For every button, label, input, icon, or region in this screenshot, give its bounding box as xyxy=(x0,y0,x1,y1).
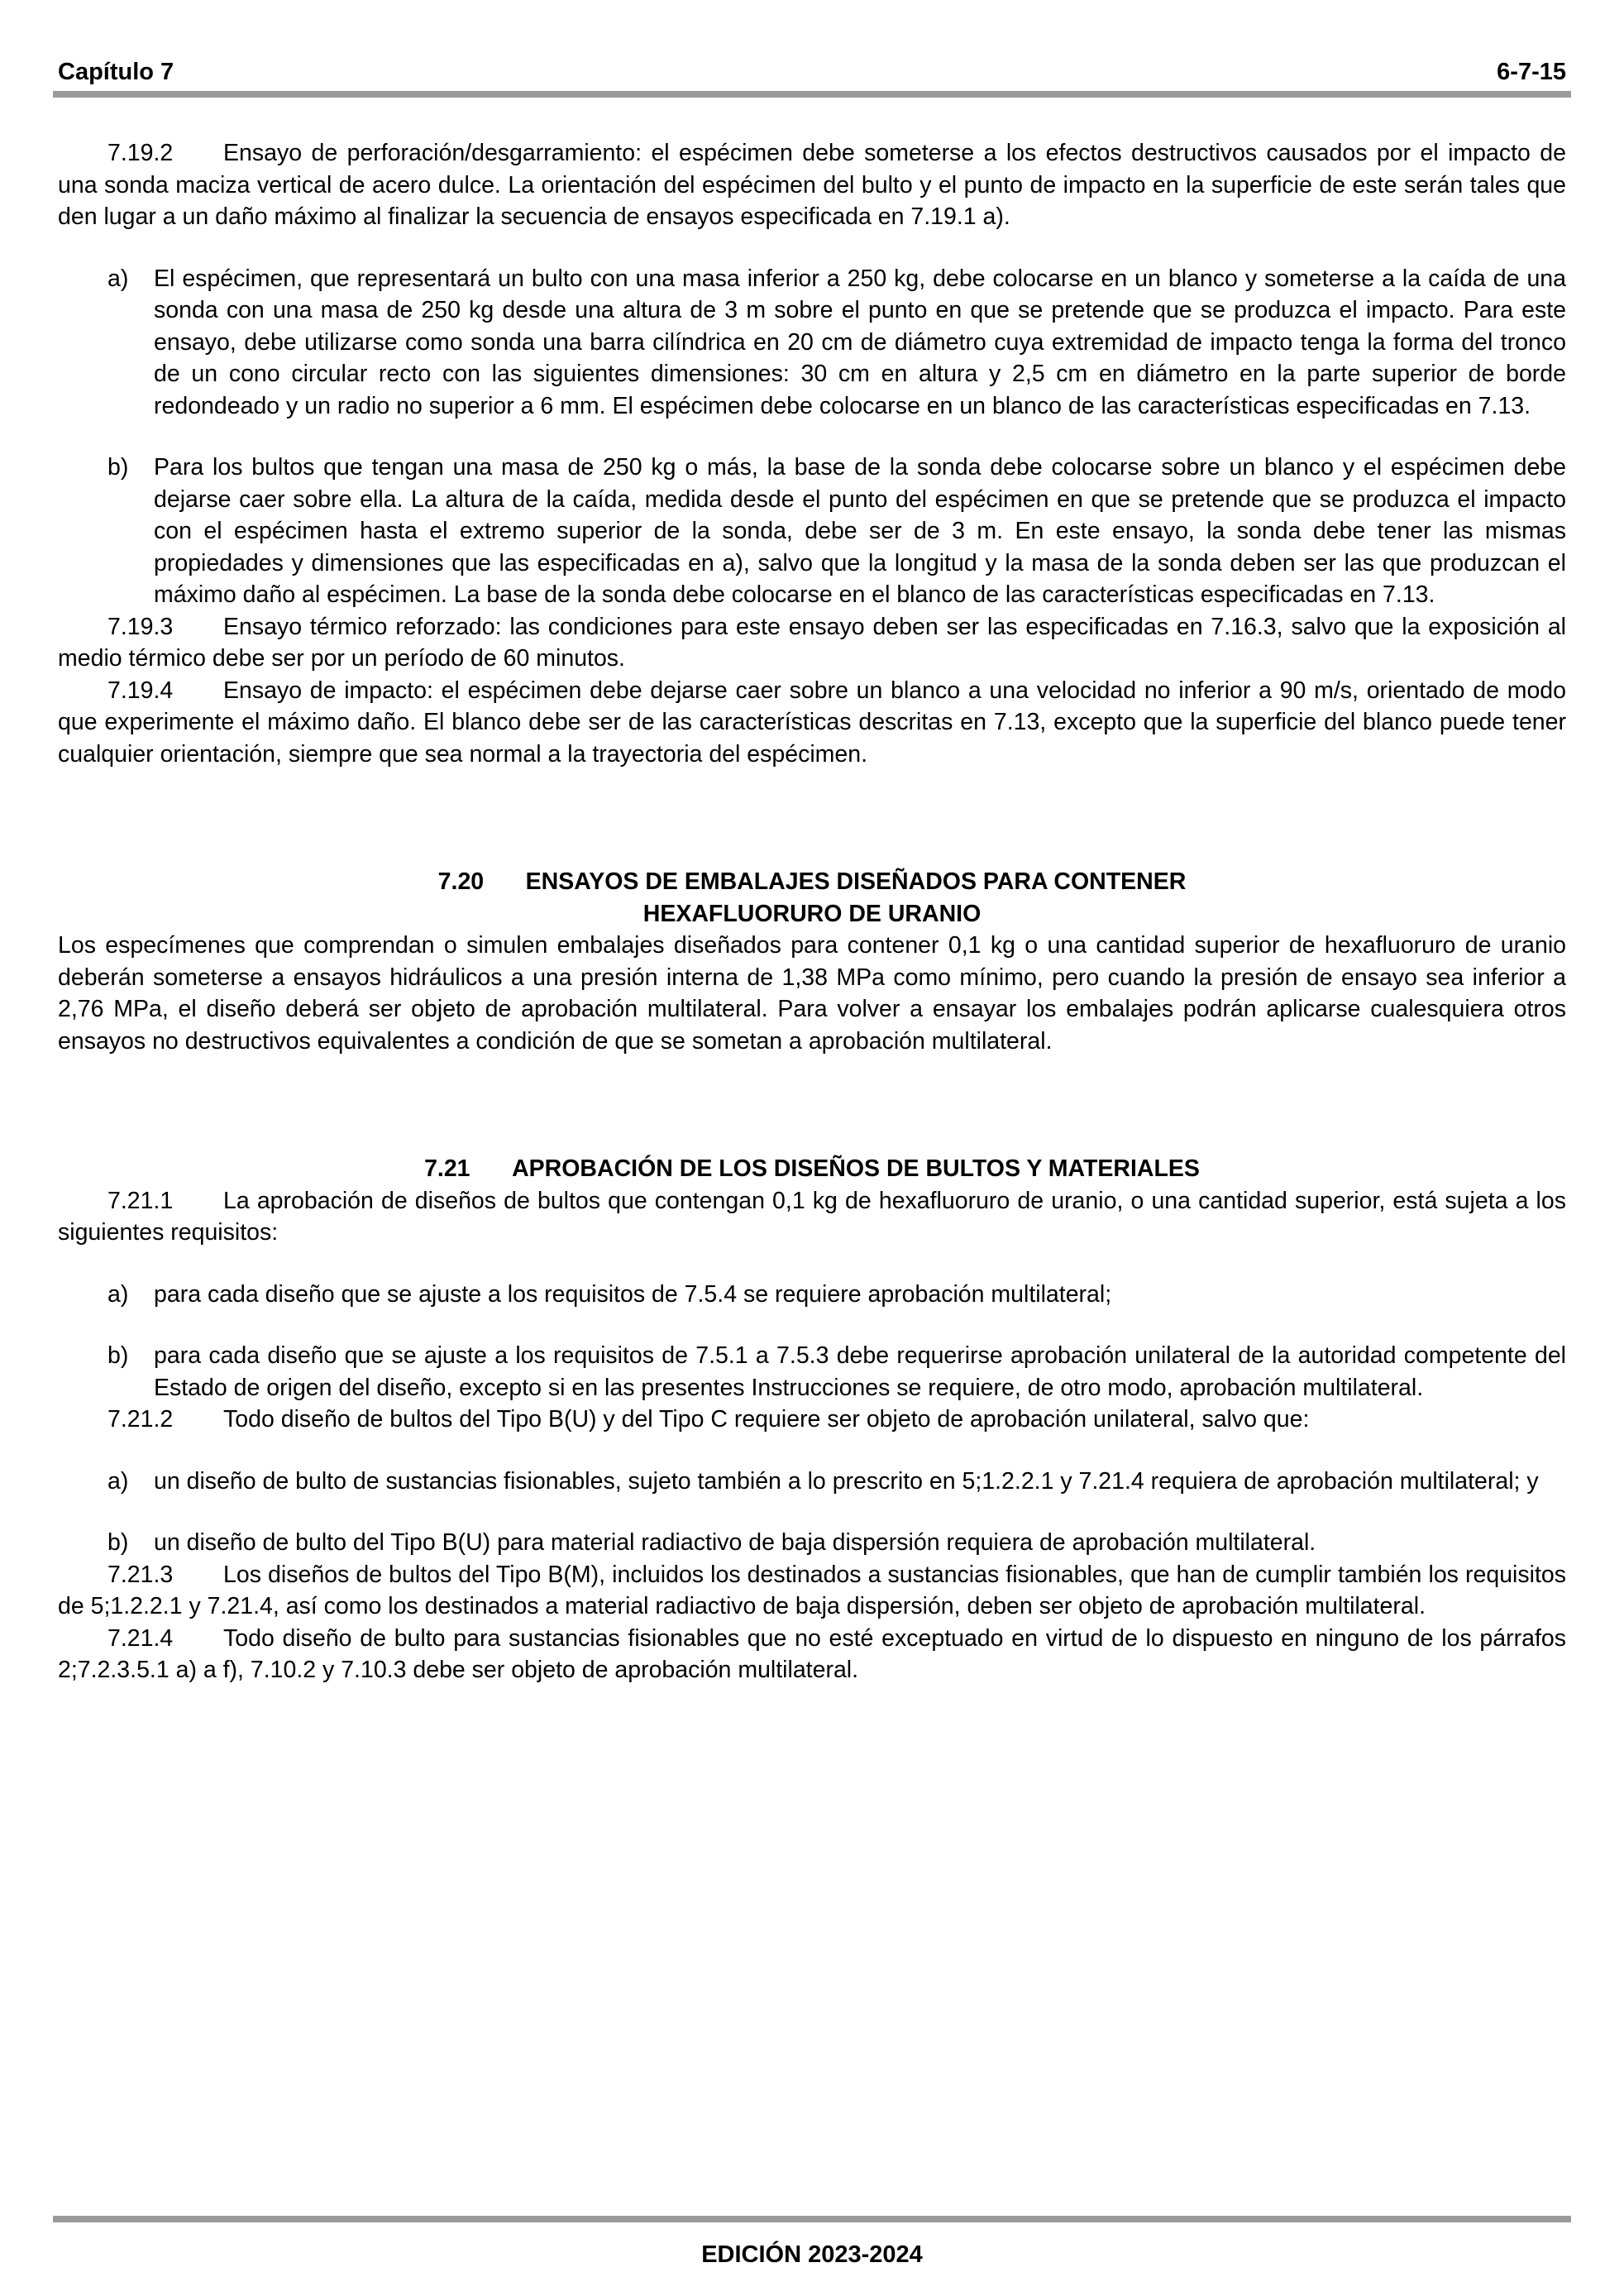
paragraph-number: 7.21.1 xyxy=(107,1187,174,1214)
list-item-7-21-2-b xyxy=(58,1527,1566,1559)
paragraph-text: Ensayo térmico reforzado: las condiciones para este ensayo deben ser las especificadas en 7.16.3, salvo que la exposición al medio térmico debe ser por un período de 60 minutos. xyxy=(58,613,1566,672)
section-heading-7-21 xyxy=(58,1153,1566,1185)
list-item-label: b) xyxy=(107,1529,129,1556)
list-item-text: Para los bultos que tengan una masa de 250 kg o más, la base de la sonda debe colocarse sobre un blanco y el espécimen debe dejarse caer sobre ella. La altura de la caída, medida desde el punto del espécimen en que se pretende que se produzca el impacto con el espécimen hasta el extremo superior de la sonda, debe ser de 3 m. En este ensayo, la sonda debe tener las mismas propiedades y dimensiones que las especificadas en a), salvo que la longitud y la masa de la sonda deben ser las que produzcan el máximo daño al espécimen. La base de la sonda debe colocarse en el blanco de las características especificadas en 7.13. xyxy=(154,454,1566,608)
list-item-7-21-1-b xyxy=(58,1340,1566,1404)
paragraph-text: Todo diseño de bultos del Tipo B(U) y del Tipo C requiere ser objeto de aprobación unilateral, salvo que: xyxy=(223,1406,1310,1433)
section-title-line1: ENSAYOS DE EMBALAJES DISEÑADOS PARA CONTENER xyxy=(525,868,1187,895)
paragraph-7-19-4 xyxy=(58,675,1566,771)
paragraph-7-21-2 xyxy=(58,1404,1566,1436)
list-item-7-19-2-a xyxy=(58,263,1566,423)
list-item-label: a) xyxy=(107,265,129,292)
list-item-7-21-2-a xyxy=(58,1466,1566,1498)
page-body xyxy=(58,137,1566,1686)
paragraph-number: 7.21.4 xyxy=(107,1624,174,1652)
paragraph-number: 7.19.2 xyxy=(107,140,174,166)
page-number: 6-7-15 xyxy=(1497,59,1566,85)
paragraph-text: Los diseños de bultos del Tipo B(M), incluidos los destinados a sustancias fisionables, que han de cumplir también los requisitos de 5;1.2.2.1 y 7.21.4, así como los destinados a material radiactivo de baja dispersión, deben ser objeto de aprobación multilateral. xyxy=(58,1561,1566,1619)
list-item-label: b) xyxy=(107,1342,129,1369)
chapter-label: Capítulo 7 xyxy=(58,59,174,85)
paragraph-text: Ensayo de impacto: el espécimen debe dejarse caer sobre un blanco a una velocidad no inferior a 90 m/s, orientado de modo que experimente el máximo daño. El blanco debe ser de las características descritas en 7.13, excepto que la superficie del blanco puede tener cualquier orientación, siempre que sea normal a la trayectoria del espécimen. xyxy=(58,677,1566,768)
list-item-7-19-2-b xyxy=(58,452,1566,611)
list-item-label: a) xyxy=(107,1467,129,1495)
list-item-text: un diseño de bulto del Tipo B(U) para material radiactivo de baja dispersión requiera de aprobación multilateral. xyxy=(154,1529,1316,1556)
section-number: 7.21 xyxy=(424,1155,470,1182)
footer-divider xyxy=(53,2216,1571,2222)
list-item-text: para cada diseño que se ajuste a los requisitos de 7.5.1 a 7.5.3 debe requerirse aprobación unilateral de la autoridad competente del Estado de origen del diseño, excepto si en las presentes Instrucciones se requiere, de otro modo, aprobación multilateral. xyxy=(154,1342,1566,1401)
section-title-line2: HEXAFLUORURO DE URANIO xyxy=(642,900,982,927)
paragraph-number: 7.19.3 xyxy=(107,613,174,640)
list-item-text: un diseño de bulto de sustancias fisionables, sujeto también a lo prescrito en 5;1.2.2.1 y 7.21.4 requiera de aprobación multilateral; y xyxy=(154,1467,1539,1495)
list-item-7-21-1-a xyxy=(58,1279,1566,1311)
paragraph-text: La aprobación de diseños de bultos que contengan 0,1 kg de hexafluoruro de uranio, o una cantidad superior, está sujeta a los siguientes requisitos: xyxy=(58,1187,1566,1246)
list-item-text: El espécimen, que representará un bulto con una masa inferior a 250 kg, debe colocarse en un blanco y someterse a la caída de una sonda con una masa de 250 kg desde una altura de 3 m sobre el punto en que se pretende que se produzca el impacto. Para este ensayo, debe utilizarse como sonda una barra cilíndrica en 20 cm de diámetro cuya extremidad de impacto tenga la forma del tronco de un cono circular recto con las siguientes dimensiones: 30 cm en altura y 2,5 cm en diámetro en la parte superior de borde redondeado y un radio no superior a 6 mm. El espécimen debe colocarse en un blanco de las características especificadas en 7.13. xyxy=(154,265,1566,419)
section-heading-7-20 xyxy=(58,866,1566,930)
paragraph-7-21-3 xyxy=(58,1559,1566,1623)
paragraph-7-21-1 xyxy=(58,1185,1566,1249)
paragraph-text: Ensayo de perforación/desgarramiento: el espécimen debe someterse a los efectos destructivos causados por el impacto de una sonda maciza vertical de acero dulce. La orientación del espécimen del bulto y el punto de impacto en la superficie de este serán tales que den lugar a un daño máximo al finalizar la secuencia de ensayos especificada en 7.19.1 a). xyxy=(58,140,1566,230)
paragraph-number: 7.21.2 xyxy=(107,1406,174,1433)
header-divider xyxy=(53,91,1571,98)
paragraph-text: Todo diseño de bulto para sustancias fisionables que no esté exceptuado en virtud de lo dispuesto en ninguno de los párrafos 2;7.2.3.5.1 a) a f), 7.10.2 y 7.10.3 debe ser objeto de aprobación multilateral. xyxy=(58,1624,1566,1683)
paragraph-number: 7.21.3 xyxy=(107,1561,174,1588)
section-number: 7.20 xyxy=(437,868,485,895)
paragraph-7-19-3 xyxy=(58,611,1566,675)
list-item-label: a) xyxy=(107,1280,129,1308)
paragraph-7-19-2 xyxy=(58,137,1566,233)
section-title: APROBACIÓN DE LOS DISEÑOS DE BULTOS Y MATERIALES xyxy=(512,1155,1200,1182)
page-header xyxy=(58,50,1566,86)
list-item-text: para cada diseño que se ajuste a los requisitos de 7.5.4 se requiere aprobación multilateral; xyxy=(154,1280,1112,1308)
paragraph-7-21-4 xyxy=(58,1623,1566,1686)
paragraph-7-20: Los especímenes que comprendan o simulen embalajes diseñados para contener 0,1 kg o una cantidad superior de hexafluoruro de uranio deberán someterse a ensayos hidráulicos a una presión interna de 1,38 MPa como mínimo, pero cuando la presión de ensayo sea inferior a 2,76 MPa, el diseño deberá ser objeto de aprobación multilateral. Para volver a ensayar los embalajes podrán aplicarse cualesquiera otros ensayos no destructivos equivalentes a condición de que se sometan a aprobación multilateral. xyxy=(58,932,1566,1055)
paragraph-number: 7.19.4 xyxy=(107,677,174,704)
page-footer: EDICIÓN 2023-2024 xyxy=(701,2241,923,2268)
list-item-label: b) xyxy=(107,454,129,481)
